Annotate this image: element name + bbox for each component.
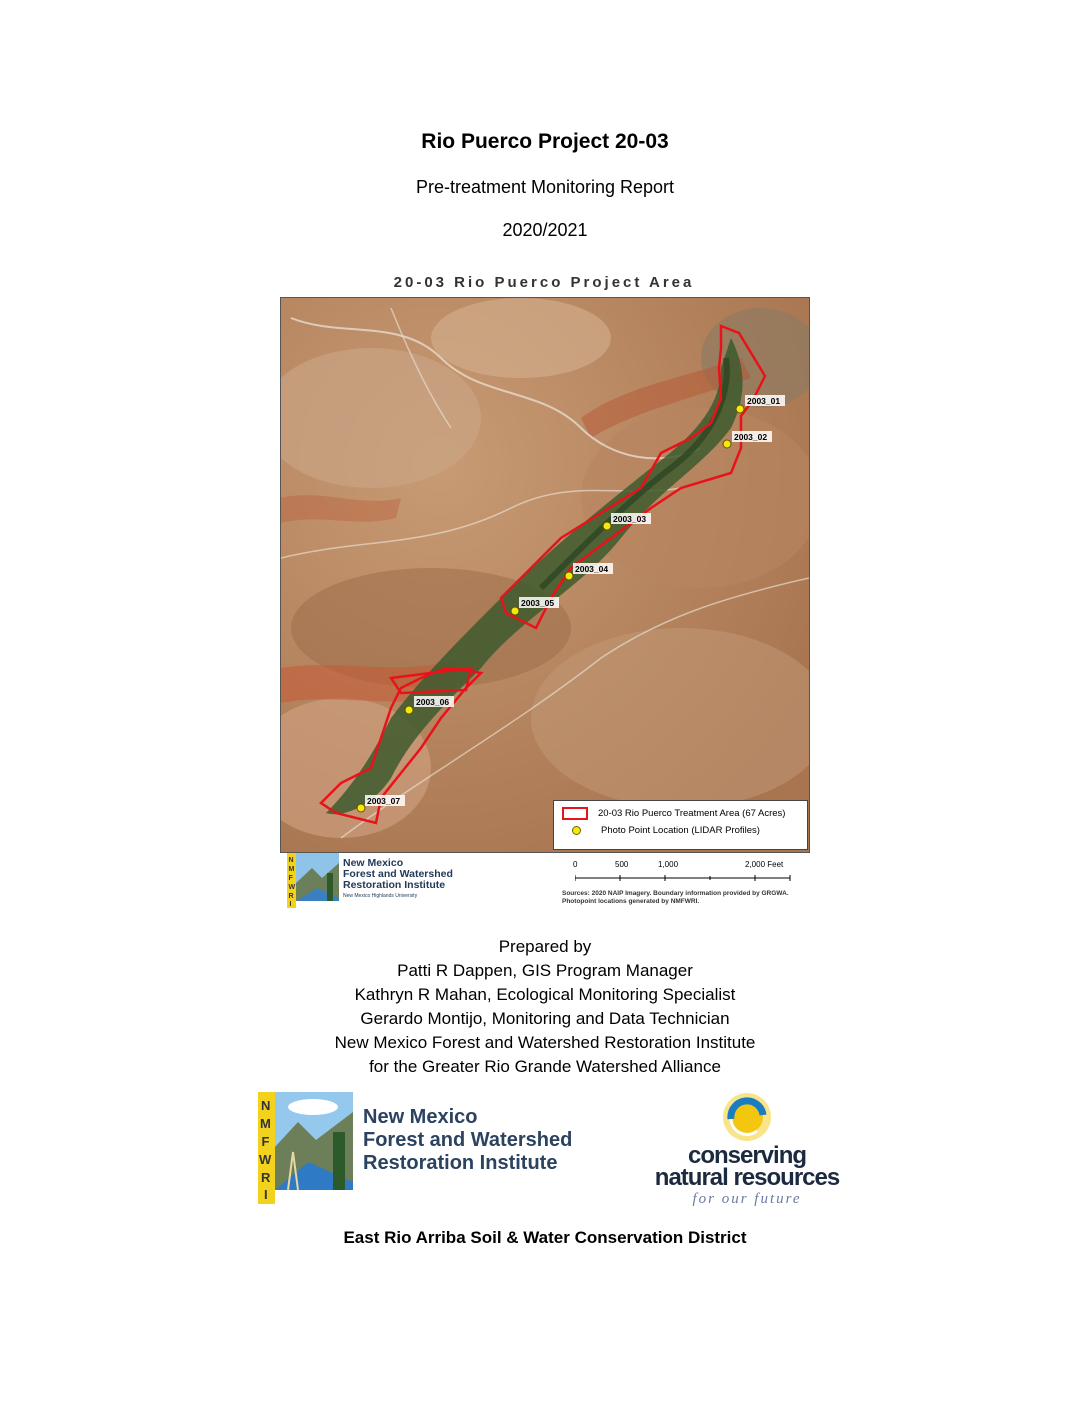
nmfwri-emblem-icon [258, 1092, 356, 1204]
scale-tick-500: 500 [615, 860, 629, 869]
svg-text:R: R [261, 1170, 271, 1185]
client: for the Greater Rio Grande Watershed Alliance [369, 1057, 721, 1076]
project-area-map [280, 297, 810, 853]
svg-text:W: W [288, 884, 296, 891]
scale-tick-1000: 1,000 [658, 860, 679, 869]
svg-text:I: I [264, 1187, 268, 1202]
report-title: Rio Puerco Project 20-03 [421, 130, 669, 153]
author-1: Patti R Dappen, GIS Program Manager [397, 961, 693, 980]
conserving-natural-resources-logo [651, 1083, 843, 1213]
map-sources: Sources: 2020 NAIP Imagery. Boundary information provided by GRGWA. Photopoint locations generated by NMFWRI. [562, 890, 789, 905]
prepared-by-block [0, 935, 1090, 1079]
report-years: 2020/2021 [502, 220, 588, 240]
scale-line [575, 873, 795, 883]
boundary-swatch-icon [562, 807, 588, 820]
map-title: 20-03 Rio Puerco Project Area [393, 274, 695, 291]
svg-text:2003_05: 2003_05 [521, 598, 555, 608]
svg-text:2003_07: 2003_07 [367, 796, 401, 806]
photo-point-dot-icon [572, 826, 581, 835]
svg-text:I: I [289, 901, 292, 908]
cnr-line-1: conserving [687, 1142, 807, 1169]
nmfwri-small-emblem-icon [287, 853, 339, 908]
svg-text:R: R [288, 893, 294, 900]
svg-text:N: N [288, 857, 294, 864]
map-legend [553, 800, 808, 850]
prepared-by-heading: Prepared by [498, 937, 592, 956]
legend-treatment-area: 20-03 Rio Puerco Treatment Area (67 Acres) [562, 807, 785, 820]
svg-text:W: W [259, 1152, 272, 1167]
nmfwri-logo-text: New Mexico Forest and Watershed Restoration Institute [363, 1106, 573, 1174]
aerial-imagery [281, 298, 809, 852]
svg-text:2003_02: 2003_02 [734, 432, 768, 442]
svg-text:M: M [288, 866, 295, 873]
report-subtitle: Pre-treatment Monitoring Report [415, 177, 675, 197]
legend-photo-point: Photo Point Location (LIDAR Profiles) [562, 825, 760, 836]
scale-tick-2000: 2,000 Feet [745, 860, 784, 869]
author-2: Kathryn R Mahan, Ecological Monitoring Specialist [354, 985, 736, 1004]
svg-text:2003_04: 2003_04 [575, 564, 609, 574]
svg-text:2003_03: 2003_03 [613, 514, 647, 524]
svg-text:2003_06: 2003_06 [416, 697, 450, 707]
svg-text:F: F [261, 1134, 270, 1149]
nmfwri-logo [258, 1092, 588, 1204]
nmfwri-map-logo-tagline: New Mexico Highlands University [343, 893, 418, 899]
district-name: East Rio Arriba Soil & Water Conservation District [343, 1228, 747, 1247]
map-scale-bar [570, 860, 800, 890]
svg-text:F: F [288, 875, 293, 882]
author-3: Gerardo Montijo, Monitoring and Data Technician [360, 1009, 730, 1028]
sun-emblem-icon [717, 1091, 777, 1146]
scale-tick-0: 0 [573, 860, 578, 869]
nmfwri-map-logo-text: New Mexico Forest and Watershed Restoration Institute [343, 857, 453, 891]
cnr-tagline: for our future [692, 1191, 802, 1207]
organization: New Mexico Forest and Watershed Restoration Institute [334, 1033, 756, 1052]
svg-text:2003_01: 2003_01 [747, 396, 781, 406]
svg-text:M: M [260, 1116, 271, 1131]
svg-text:N: N [261, 1098, 271, 1113]
nmfwri-map-logo [287, 853, 457, 908]
cnr-line-2: natural resources [654, 1164, 840, 1191]
